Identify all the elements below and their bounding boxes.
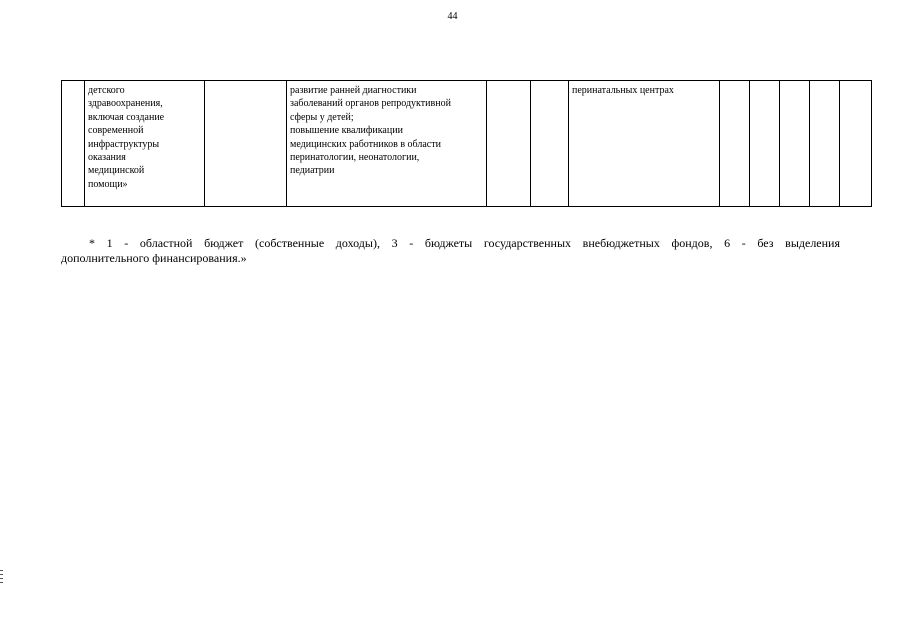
page-number: 44 <box>447 11 458 22</box>
table-cell-number <box>62 81 85 207</box>
indicator-text: перинатальных центрах <box>572 85 674 96</box>
footnote-line-1: * 1 - областной бюджет (собственные доходы), 3 - бюджеты государственных внебюджетных фондов, 6 - без выделения <box>89 236 840 250</box>
footnote-line-2: дополнительного финансирования.» <box>61 251 247 265</box>
program-name-text: детского здравоохранения, включая создание современной инфраструктуры оказания медицинской помощи» <box>88 85 165 190</box>
table-cell-source <box>531 81 569 207</box>
table-cell-activities <box>287 81 487 207</box>
program-table <box>61 80 872 207</box>
table-cell-value-1 <box>720 81 750 207</box>
table-cell-program <box>85 81 205 207</box>
table-cell-indicator <box>569 81 720 207</box>
table-cell-value-5 <box>840 81 872 207</box>
funding-footnote <box>61 236 840 266</box>
table-row <box>62 81 872 207</box>
table-cell-executor <box>205 81 287 207</box>
table-cell-value-4 <box>810 81 840 207</box>
activities-text: развитие ранней диагностики заболеваний органов репродуктивной сферы у детей; повышение квалификации медицинских работников в области перинатологии, неонатологии, педиатрии <box>290 85 451 177</box>
margin-scan-mark <box>0 570 3 586</box>
table-cell-value-3 <box>780 81 810 207</box>
table-cell-period <box>487 81 531 207</box>
table-cell-value-2 <box>750 81 780 207</box>
